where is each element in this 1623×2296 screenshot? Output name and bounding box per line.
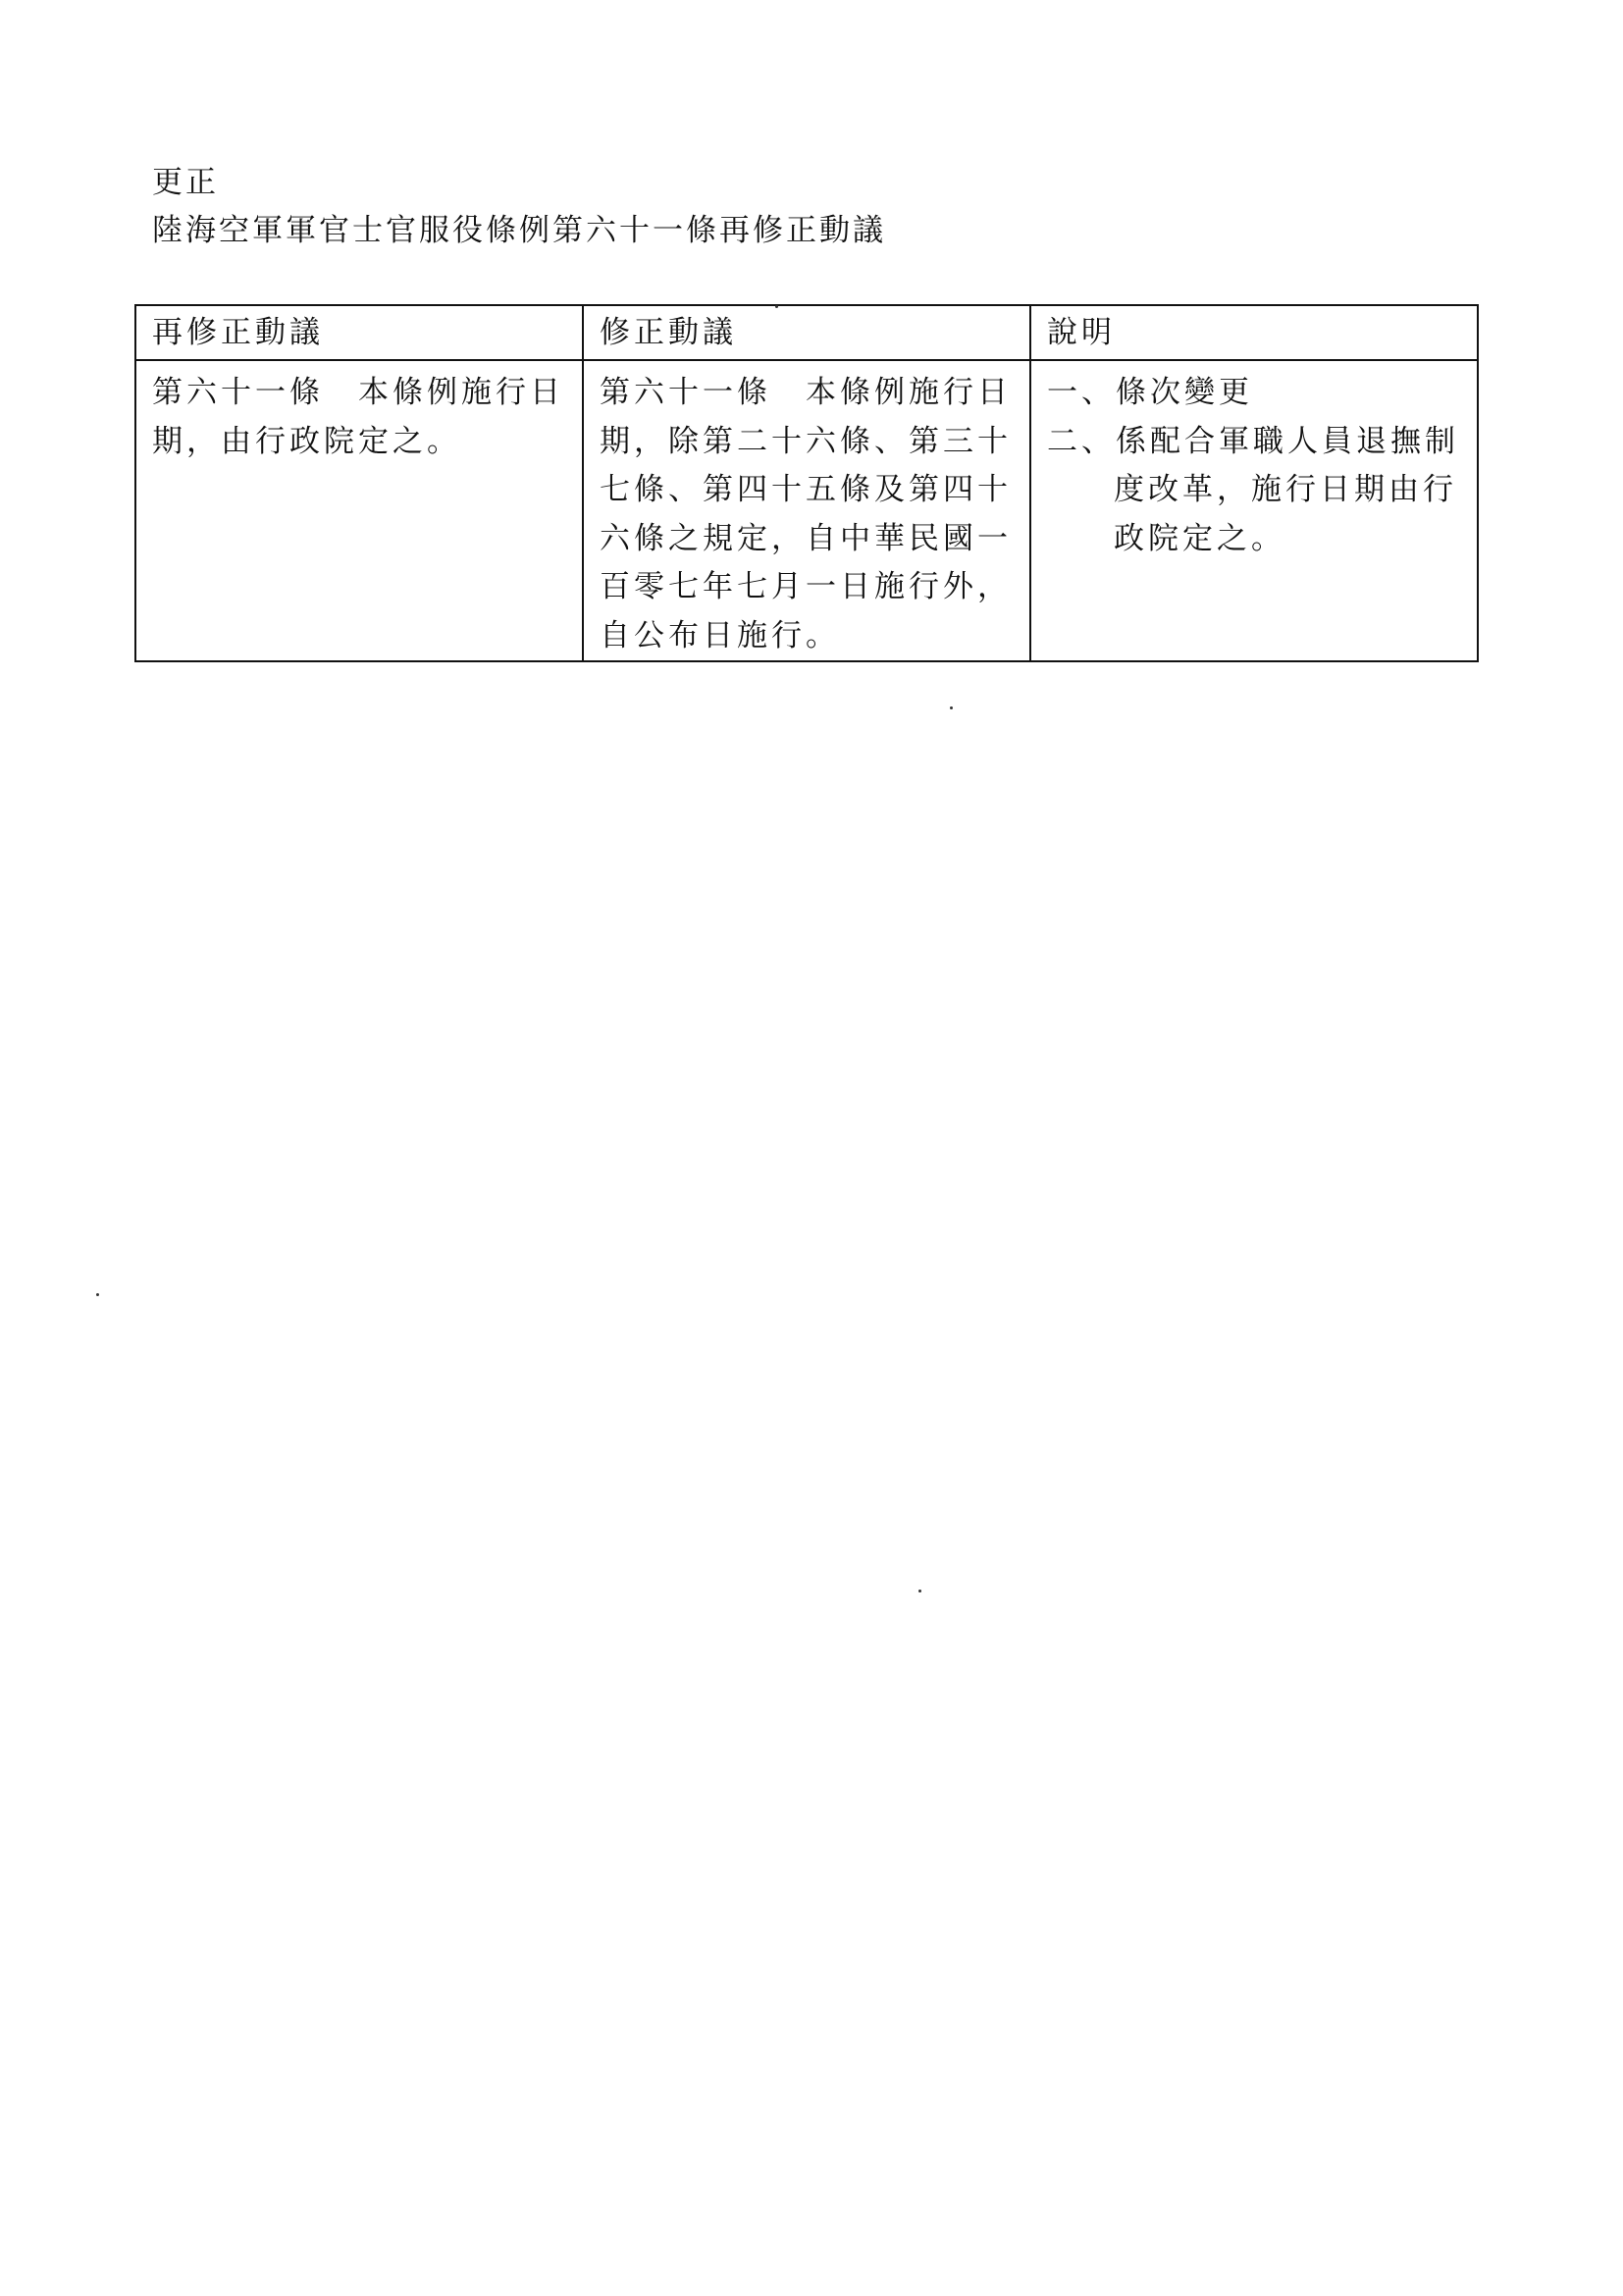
comparison-table <box>134 304 1479 662</box>
explanation-item-2: 二、係配合軍職人員退撫制度改革，施行日期由行政院定之。 <box>1047 423 1459 556</box>
scan-speck <box>775 305 778 308</box>
re-amendment-cell <box>135 360 583 661</box>
column-header-amendment: 修正動議 <box>583 305 1030 360</box>
correction-label: 更正 <box>152 165 219 200</box>
re-amendment-text: 第六十一條 本條例施行日期，由行政院定之。 <box>152 375 564 459</box>
column-header-re-amendment: 再修正動議 <box>135 305 583 360</box>
scan-speck <box>918 1590 921 1592</box>
explanation-cell <box>1030 360 1478 661</box>
scan-speck <box>96 1293 99 1296</box>
amendment-cell <box>583 360 1030 661</box>
table-row <box>135 360 1478 661</box>
document-title: 陸海空軍軍官士官服役條例第六十一條再修正動議 <box>152 213 886 248</box>
table-header-row <box>135 305 1478 360</box>
amendment-text: 第六十一條 本條例施行日期，除第二十六條、第三十七條、第四十五條及第四十六條之規定，自中華民國一百零七年七月一日施行外，自公布日施行。 <box>600 375 1012 653</box>
scan-speck <box>950 706 953 709</box>
column-header-explanation: 說明 <box>1030 305 1478 360</box>
explanation-item-1: 一、條次變更 <box>1047 375 1253 410</box>
